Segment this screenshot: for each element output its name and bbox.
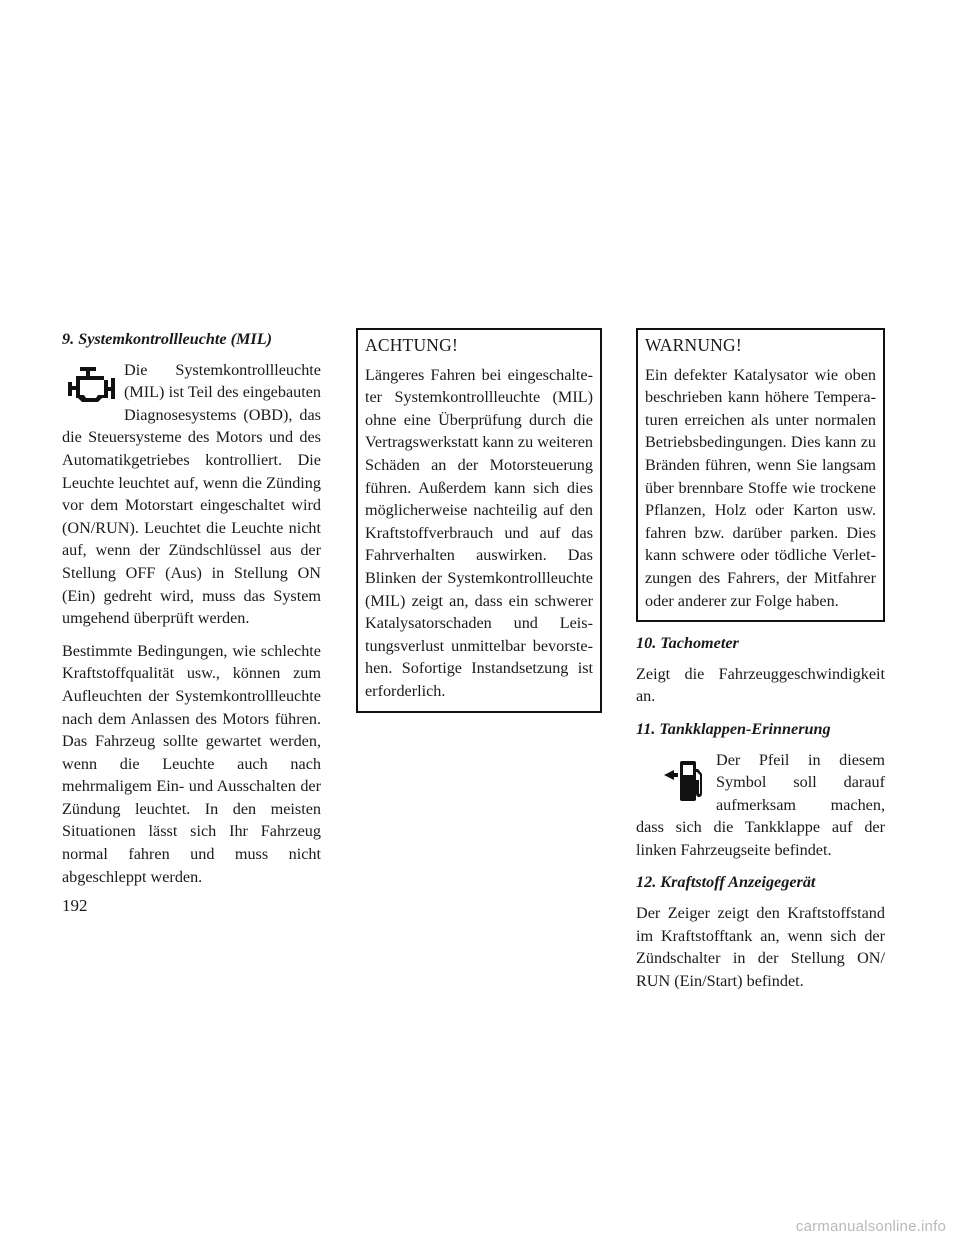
section-heading-fuel-gauge: 12. Kraftstoff Anzeigegerät [636, 873, 816, 892]
column-right [636, 328, 885, 1002]
warning-title: WARNUNG! [645, 335, 742, 355]
section-heading-fuel-door: 11. Tankklappen-Erinnerung [636, 719, 831, 738]
fuel-door-paragraph [636, 749, 885, 862]
page-number: 192 [62, 896, 88, 915]
warning-text: Ein defekter Katalysator wie oben beschrieben kann höhere Temperaturen erreichen als unter normalen Betriebsbedingungen. Dies kann zu Bränden führen, wenn Sie langsam über brennbare Stoffe wie trockene Pflanzen, Holz oder Karton usw. fahren bzw. darüber parken. Dies kann schwere oder tödliche Verletzungen des Fahrers, der Mitfahrer oder anderer zur Folge haben. [645, 365, 876, 610]
caution-title: ACHTUNG! [365, 335, 458, 355]
section-heading-mil: 9. Systemkontrollleuchte (MIL) [62, 330, 272, 348]
mil-paragraph-1-text: Die Systemkontrollleuchte (MIL) ist Teil des eingebauten Diagnosesystems (OBD), das die Steuersysteme des Motors und des Automatikgetriebes kontrolliert. Die Leuchte leuchtet auf, wenn die Zünding vor dem Motorstart eingeschaltet wird (ON/RUN). Leuchtet die Leuchte nicht auf, wenn der Zündschlüssel aus der Stellung OFF (Aus) in Stellung ON (Ein) gedreht wird, muss das System umgehend überprüft werden. [62, 360, 321, 628]
warning-box [636, 328, 885, 622]
check-engine-icon [62, 359, 124, 410]
fuel-gauge-paragraph: Der Zeiger zeigt den Kraftstoffstand im Kraftstofftank an, wenn sich der Zündschalter in der Stellung ON/ RUN (Ein/Start) befindet. [636, 904, 885, 990]
fuel-door-reminder-icon [636, 749, 716, 812]
mil-paragraph-2: Bestimmte Bedingungen, wie schlechte Kraftstoffqualität usw., können zum Aufleuchten der Systemkontrollleuchte nach dem Anlassen des Motors führen. Das Fahrzeug sollte gewartet werden, wenn die Leuchte auch nach mehrmaligem Ein- und Ausschalten der Zündung leuchtet. In den meisten Situationen lässt sich Ihr Fahrzeug normal fahren und muss nicht abgeschleppt werden. [62, 641, 321, 886]
caution-text: Längeres Fahren bei eingeschalteter Systemkontrollleuchte (MIL) ohne eine Überprüfung durch die Vertragswerkstatt kann zu weiteren Schäden an der Motorsteuerung führen. Außerdem kann sich dies möglicherweise nachteilig auf den Kraftstoffverbrauch und auf das Fahrverhalten auswirken. Das Blinken der Systemkontrollleuchte (MIL) zeigt an, dass ein schwerer Katalysatorschaden und Leistungsverlust unmittelbar bevorstehen. Sofortige Instandsetzung ist erforderlich. [365, 365, 593, 700]
section-heading-tachometer: 10. Tachometer [636, 634, 739, 653]
column-left [62, 328, 321, 898]
tachometer-paragraph: Zeigt die Fahrzeuggeschwindigkeit an. [636, 664, 885, 706]
mil-paragraph-1 [62, 359, 321, 630]
fuel-door-paragraph-text: Der Pfeil in diesem Symbol soll darauf aufmerksam machen, dass sich die Tankklappe auf der linken Fahrzeugseite befindet. [636, 750, 885, 859]
watermark: carmanualsonline.info [795, 1218, 946, 1235]
column-middle [356, 328, 602, 713]
caution-box [356, 328, 602, 713]
